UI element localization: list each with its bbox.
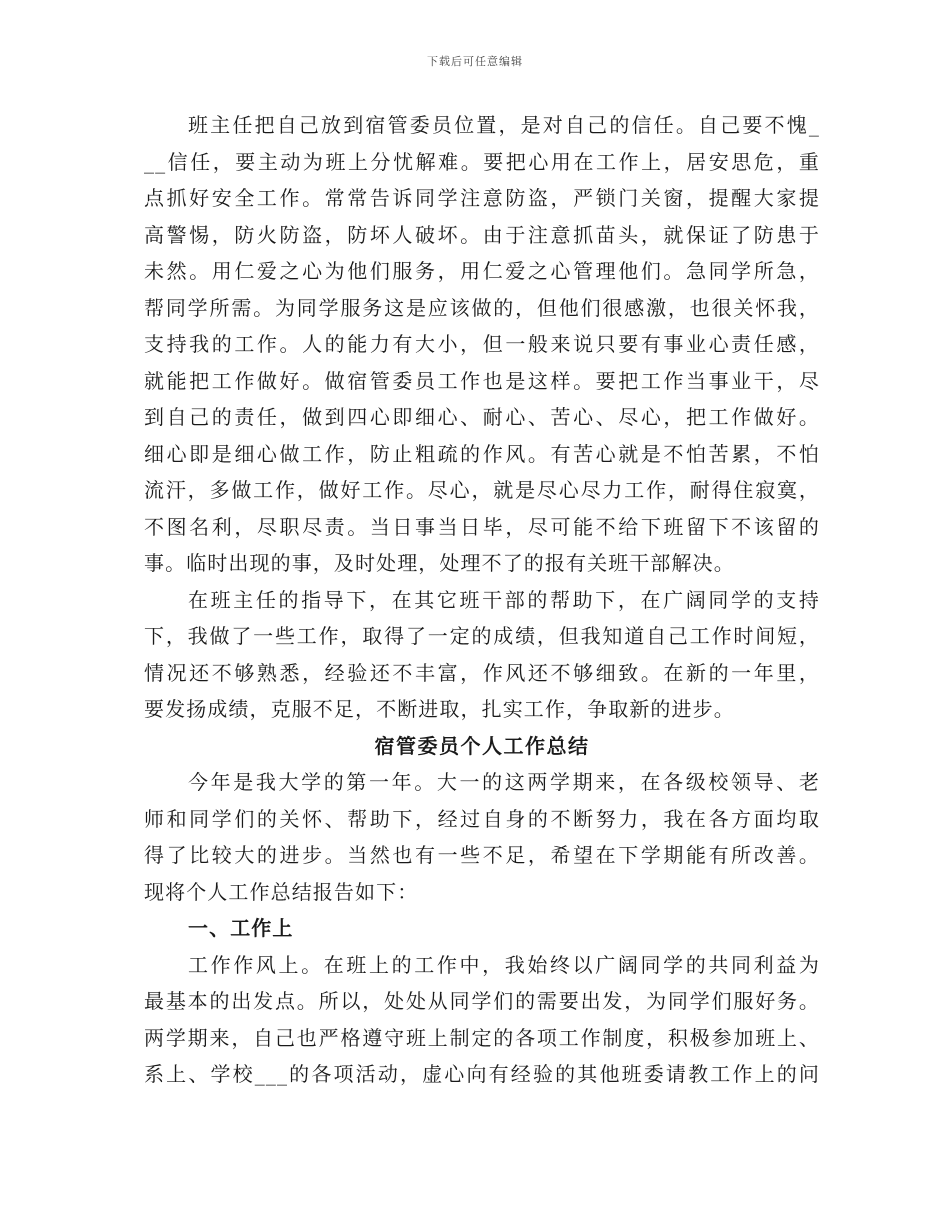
- paragraph-work-style: [144, 947, 820, 1093]
- paragraph-responsibility: [144, 107, 820, 582]
- paragraph-conclusion: [144, 582, 820, 728]
- paragraph-line: 流汗，多做工作，做好工作。尽心，就是尽心尽力工作，耐得住寂寞，: [144, 478, 820, 502]
- paragraph-intro: [144, 764, 820, 910]
- paragraph-line: 得了比较大的进步。当然也有一些不足，希望在下学期能有所改善。: [144, 843, 820, 867]
- subheading-work: 一、工作上: [188, 916, 294, 940]
- paragraph-line: 两学期来，自己也严格遵守班上制定的各项工作制度，积极参加班上、: [144, 1025, 820, 1050]
- paragraph-line: 高警惕，防火防盗，防坏人破坏。由于注意抓苗头，就保证了防患于: [144, 222, 820, 247]
- document-body: [144, 107, 820, 1093]
- paragraph-line: 下，我做了一些工作，取得了一定的成绩，但我知道自己工作时间短，: [144, 624, 820, 648]
- paragraph-line: 最基本的出发点。所以，处处从同学们的需要出发，为同学们服好务。: [144, 989, 820, 1013]
- paragraph-line: 事。临时出现的事，及时处理，处理不了的报有关班干部解决。: [144, 551, 735, 575]
- paragraph-line: __信任，要主动为班上分忧解难。要把心用在工作上，居安思危，重: [144, 149, 820, 174]
- page-header: 下载后可任意编辑: [427, 55, 523, 68]
- paragraph-line: 在班主任的指导下，在其它班干部的帮助下，在广阔同学的支持: [188, 587, 820, 612]
- paragraph-line: 点抓好安全工作。常常告诉同学注意防盗，严锁门关窗，提醒大家提: [144, 186, 820, 210]
- paragraph-line: 未然。用仁爱之心为他们服务，用仁爱之心管理他们。急同学所急，: [144, 259, 820, 283]
- paragraph-line: 班主任把自己放到宿管委员位置，是对自己的信任。自己要不愧_: [188, 113, 820, 137]
- paragraph-line: 今年是我大学的第一年。大一的这两学期来，在各级校领导、老: [188, 770, 820, 794]
- paragraph-line: 系上、学校___的各项活动，虚心向有经验的其他班委请教工作上的问: [144, 1062, 820, 1086]
- paragraph-line: 帮同学所需。为同学服务这是应该做的，但他们很感激，也很关怀我，: [144, 295, 820, 320]
- paragraph-line: 到自己的责任，做到四心即细心、耐心、苦心、尽心，把工作做好。: [144, 405, 820, 429]
- paragraph-line: 细心即是细心做工作，防止粗疏的作风。有苦心就是不怕苦累，不怕: [144, 441, 820, 466]
- paragraph-line: 不图名利，尽职尽责。当日事当日毕，尽可能不给下班留下不该留的: [144, 514, 820, 539]
- section-title: 宿管委员个人工作总结: [374, 733, 590, 758]
- paragraph-line: 现将个人工作总结报告如下：: [144, 879, 419, 904]
- paragraph-line: 支持我的工作。人的能力有大小，但一般来说只要有事业心责任感，: [144, 332, 820, 356]
- paragraph-line: 情况还不够熟悉，经验还不丰富，作风还不够细致。在新的一年里，: [144, 660, 820, 685]
- paragraph-line: 要发扬成绩，克服不足，不断进取，扎实工作，争取新的进步。: [144, 697, 735, 721]
- paragraph-line: 师和同学们的关怀、帮助下，经过自身的不断努力，我在各方面均取: [144, 806, 820, 831]
- paragraph-line: 工作作风上。在班上的工作中，我始终以广阔同学的共同利益为: [188, 952, 820, 977]
- paragraph-line: 就能把工作做好。做宿管委员工作也是这样。要把工作当事业干，尽: [144, 368, 820, 393]
